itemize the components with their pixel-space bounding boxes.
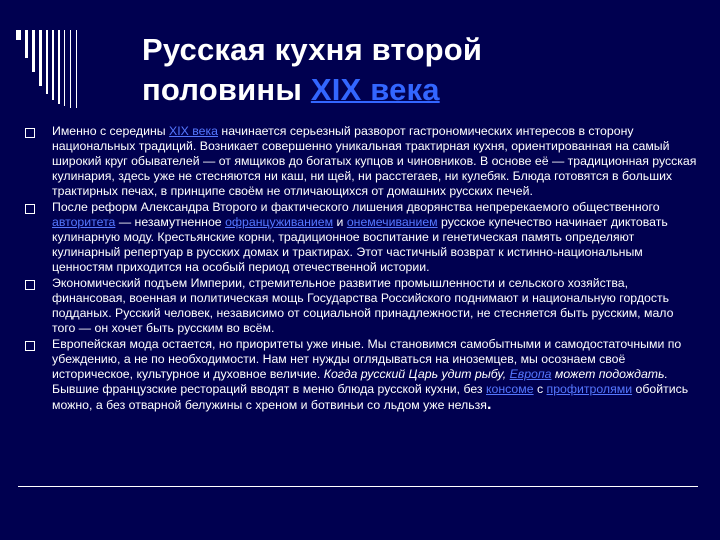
bullet-text: Экономический подъем Империи, стремительное развитие промышленности и сельского хозяйства, финансовая, военная и политическая мощь Государства Российского поднимают и национальную гордость подданых. Русский человек, независимо от социальной принадлежности, не стесняется быть русским, мало того — он хочет быть русским во всём. bbox=[52, 276, 674, 335]
text-span: обойтись можно, а без отварной белужины с хреном и ботвиньи со льдом уже нельзя bbox=[52, 382, 689, 412]
bullet-text bbox=[52, 200, 700, 275]
bullet-square-icon bbox=[25, 280, 35, 290]
title-line-2-text: половины bbox=[142, 72, 311, 107]
bullet-square-icon bbox=[25, 128, 35, 138]
text-span: и bbox=[333, 215, 347, 229]
text-span: Именно с середины bbox=[52, 124, 170, 138]
text-span: с bbox=[533, 382, 547, 396]
bar-decoration bbox=[58, 30, 60, 104]
bar-decoration bbox=[64, 30, 65, 106]
bar-decoration bbox=[16, 30, 21, 40]
bullet-item-1 bbox=[24, 124, 700, 199]
final-period: . bbox=[486, 396, 492, 413]
bullet-item-3 bbox=[24, 276, 700, 336]
bullet-item-2 bbox=[24, 200, 700, 275]
italic-span: может подождать. bbox=[551, 367, 668, 381]
bar-decoration bbox=[32, 30, 35, 72]
bar-decoration bbox=[76, 30, 77, 108]
text-span: Европейская мода остается, но приоритеты уже иные. Мы становимся самобытными и самодостаточными по убеждению, а не по необходимости. Нам нет нужды оглядываться на иноземцев, мы осознаем своё историческое, культурное и духовное величие. bbox=[52, 337, 682, 381]
text-span: русское купечество начинает диктовать кулинарную моду. Крестьянские корни, традиционное воспитание и генетическая память определяют кулинарный репертуар в русских домах и трактирах. Этот частичный возврат к истинно-национальным ценностям приходится на особый период отечественной истории. bbox=[52, 215, 668, 274]
text-span: начинается серьезный разворот гастрономических интересов в сторону национальных традиций. Возникает совершенно уникальная трактирная кухня, ориентированная на самый широкий круг обывателей — от ямщиков до богатых купцов и чиновников. В основе её — традиционная русская кулинария, здесь уже не стесняются ни каш, ни щей, ни расстегаев, ни кулебяк. Блюда готовятся в больших трактирных печах, в принципе своём не отличающихся от домашних русских печей. bbox=[52, 124, 697, 198]
bar-decoration bbox=[70, 30, 71, 108]
slide-content bbox=[24, 124, 700, 413]
bar-decoration bbox=[25, 30, 28, 58]
italic-span: Когда русский Царь удит рыбу, bbox=[323, 367, 510, 381]
link-germanization[interactable]: онемечиванием bbox=[346, 215, 438, 229]
decorative-bars bbox=[16, 30, 136, 110]
link-xix-century[interactable]: XIX века bbox=[169, 124, 218, 138]
bullet-text bbox=[52, 337, 700, 413]
slide-title bbox=[142, 30, 702, 110]
title-century-link[interactable]: XIX века bbox=[310, 72, 440, 107]
bullet-text bbox=[52, 124, 700, 199]
bar-decoration bbox=[52, 30, 54, 100]
bullet-square-icon bbox=[25, 204, 35, 214]
link-frenchification[interactable]: офранцуживанием bbox=[225, 215, 334, 229]
bar-decoration bbox=[39, 30, 42, 86]
bottom-divider bbox=[18, 486, 698, 487]
link-authority[interactable]: авторитета bbox=[52, 215, 116, 229]
bullet-item-4 bbox=[24, 337, 700, 413]
bar-decoration bbox=[46, 30, 48, 94]
title-line-2 bbox=[142, 70, 702, 110]
link-profiteroles[interactable]: профитролями bbox=[546, 382, 633, 396]
link-europe[interactable]: Европа bbox=[509, 367, 552, 381]
title-line-1: Русская кухня второй bbox=[142, 32, 483, 67]
text-span: Бывшие французские рестораций вводят в меню блюда русской кухни, без bbox=[52, 382, 486, 396]
bullet-square-icon bbox=[25, 341, 35, 351]
text-span: — незамутненное bbox=[115, 215, 226, 229]
text-span: После реформ Александра Второго и фактического лишения дворянства непререкаемого общественного bbox=[52, 200, 660, 214]
link-consomme[interactable]: консоме bbox=[485, 382, 534, 396]
